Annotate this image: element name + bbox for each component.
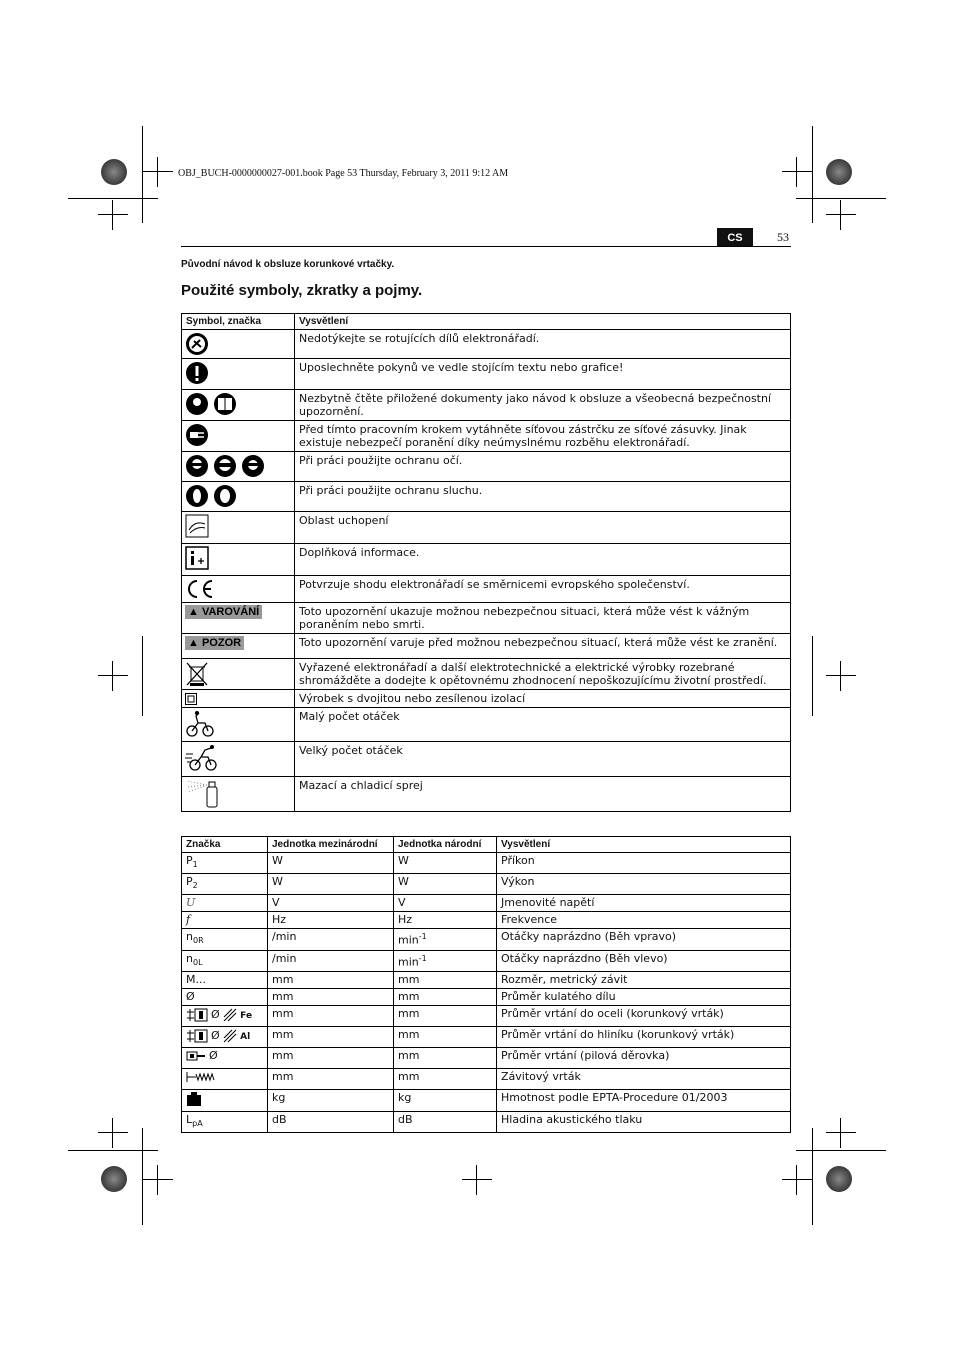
warning-label-text: VAROVÁNÍ [201,606,260,618]
high-speed-icon [185,744,219,772]
description: Průměr kulatého dílu [497,988,791,1005]
table-cell: Výrobek s dvojitou nebo zesílenou izolací [295,690,791,708]
table-row [182,895,791,912]
description: Závitový vrták [497,1068,791,1089]
header-rule [181,246,791,247]
unit-international: mm [268,988,394,1005]
crop-mark [812,636,813,716]
spray-can-icon [185,779,221,809]
symbol: U [186,896,196,910]
symbol: Ø [211,1007,220,1021]
warning-label [185,605,262,619]
crop-mark [68,198,158,199]
low-speed-icon [185,710,215,738]
unit-national: dB [394,1111,497,1132]
unit-national: kg [394,1089,497,1111]
description: Průměr vrtání do hliníku (korunkový vrták) [497,1026,791,1047]
column-header: Symbol, značka [182,314,295,330]
table-row [182,988,791,1005]
registration-disc-icon [826,1166,852,1192]
do-not-touch-icon [185,332,209,356]
table-cell: Velký počet otáček [295,742,791,777]
unit-international: mm [268,1026,394,1047]
column-header: Jednotka národní [394,837,497,853]
attention-icon [185,361,209,385]
unit-national: mm [394,1047,497,1068]
page-number: 53 [777,230,789,244]
registration-cross-icon [98,200,128,230]
unit-international: kg [268,1089,394,1111]
table-row [182,1111,791,1132]
unit-national: W [394,874,497,895]
table-cell: Potvrzuje shodu elektronářadí se směrnicemi evropského společenství. [295,576,791,603]
registration-cross-icon [826,200,856,230]
registration-cross-icon [782,1165,812,1195]
crop-mark [142,636,143,716]
table-row [182,971,791,988]
unit-national: W [394,853,497,874]
symbol: P [186,875,193,889]
crop-mark [812,1128,813,1225]
symbol-subscript: pA [192,1118,203,1128]
unit-international: W [268,853,394,874]
steel-material-icon [223,1008,237,1022]
eye-protection-icon [185,454,265,478]
unit-international: /min [268,950,394,971]
hearing-protection-icon [185,484,237,508]
registration-cross-icon [826,661,856,691]
description: Jmenovité napětí [497,895,791,912]
tap-drill-icon [186,1070,218,1084]
core-bit-icon [186,1007,208,1023]
description: Hladina akustického tlaku [497,1111,791,1132]
registration-cross-icon [143,157,173,187]
description: Rozměr, metrický závit [497,971,791,988]
read-manual-icon [185,392,237,416]
symbol: Ø [211,1028,220,1042]
crop-mark [796,1150,886,1151]
unit-international: mm [268,1047,394,1068]
unit-national: V [394,895,497,912]
table-row [182,1068,791,1089]
column-header: Vysvětlení [295,314,791,330]
unit-superscript: -1 [418,932,427,942]
table-row [182,1005,791,1026]
description: Otáčky naprázdno (Běh vpravo) [497,929,791,950]
table-cell: Malý počet otáček [295,708,791,742]
symbol: n [186,930,193,944]
unit-international: mm [268,1068,394,1089]
table-cell: Toto upozornění ukazuje možnou nebezpečnou situaci, která může vést k vážným poraněním nebo smrti. [295,603,791,634]
registration-disc-icon [101,1166,127,1192]
table-row [182,1089,791,1111]
symbol: n [186,951,193,965]
column-header: Vysvětlení [497,837,791,853]
table-cell: Toto upozornění varuje před možnou nebezpečnou situací, která může vést ke zranění. [295,634,791,659]
description: Příkon [497,853,791,874]
table-row [182,874,791,895]
symbol-subscript: 1 [192,860,198,870]
registration-cross-icon [98,1118,128,1148]
symbol: P [186,854,193,867]
column-header: Jednotka mezinárodní [268,837,394,853]
symbol: Ø [209,1048,218,1062]
crop-mark [812,126,813,223]
description: Otáčky naprázdno (Běh vlevo) [497,950,791,971]
registration-cross-icon [98,661,128,691]
double-insulation-icon [185,693,197,705]
symbols-table [181,313,791,812]
ce-mark-icon [185,578,215,600]
table-cell: Při práci použijte ochranu očí. [295,452,791,482]
symbol: Ø [182,988,268,1005]
unit-international: mm [268,1005,394,1026]
table-cell: Před tímto pracovním krokem vytáhněte síťovou zástrčku ze síťové zásuvky. Jinak existuje nebezpečí poranění díky neúmyslnému rozběhu elektronářadí. [295,421,791,452]
column-header: Značka [182,837,268,853]
registration-cross-icon [782,157,812,187]
table-cell: Nedotýkejte se rotujících dílů elektronářadí. [295,330,791,359]
table-row [182,950,791,971]
crop-mark [796,198,886,199]
unit-national: mm [394,971,497,988]
unit-national: mm [394,988,497,1005]
symbol-subscript: 2 [192,881,198,891]
unit-national: mm [394,1068,497,1089]
caution-label [185,636,244,650]
unit-national: min [398,934,419,948]
description: Frekvence [497,912,791,929]
unit-international: mm [268,971,394,988]
section-title: Použité symboly, zkratky a pojmy. [181,282,423,299]
description: Průměr vrtání (pilová děrovka) [497,1047,791,1068]
unit-international: dB [268,1111,394,1132]
registration-cross-icon [826,1118,856,1148]
material-tag: Al [240,1031,251,1042]
description: Hmotnost podle EPTA-Procedure 01/2003 [497,1089,791,1111]
material-tag: Fe [240,1010,253,1021]
aluminium-material-icon [223,1029,237,1043]
registration-disc-icon [101,159,127,185]
caution-label-text: POZOR [201,637,242,649]
symbol: f [186,913,191,927]
weight-icon [186,1091,202,1107]
warning-triangle-icon: ▲ [188,637,199,649]
registration-cross-icon [143,1165,173,1195]
unit-superscript: -1 [418,953,427,963]
symbol: L [186,1112,193,1126]
unit-national: mm [394,1026,497,1047]
table-cell: Při práci použijte ochranu sluchu. [295,482,791,512]
info-icon [185,546,209,570]
unit-international: W [268,874,394,895]
description: Výkon [497,874,791,895]
registration-cross-icon [462,1165,492,1195]
hole-saw-icon [186,1049,206,1063]
crop-mark [68,1150,158,1151]
registration-disc-icon [826,159,852,185]
table-row [182,1026,791,1047]
table-row [182,853,791,874]
table-cell: Uposlechněte pokynů ve vedle stojícím textu nebo grafice! [295,359,791,390]
table-cell: Nezbytně čtěte přiložené dokumenty jako návod k obsluze a všeobecná bezpečnostní upozornění. [295,390,791,421]
language-badge: CS [717,228,753,246]
table-cell: Oblast uchopení [295,512,791,544]
grip-area-icon [185,514,209,538]
symbol: M... [182,971,268,988]
unit-national: Hz [394,912,497,929]
weee-bin-icon [185,661,209,687]
table-row [182,912,791,929]
table-row [182,1047,791,1068]
units-table [181,836,791,1133]
unit-international: V [268,895,394,912]
unit-national: min [398,955,419,969]
table-row [182,929,791,950]
unplug-icon [185,423,209,447]
unit-national: mm [394,1005,497,1026]
unit-international: /min [268,929,394,950]
symbol-subscript: 0L [192,957,203,967]
warning-triangle-icon: ▲ [188,606,199,618]
symbol-subscript: 0R [192,936,204,946]
core-bit-icon [186,1028,208,1044]
description: Průměr vrtání do oceli (korunkový vrták) [497,1005,791,1026]
print-header: OBJ_BUCH-0000000027-001.book Page 53 Thursday, February 3, 2011 9:12 AM [178,168,509,179]
table-cell: Vyřazené elektronářadí a další elektrotechnické a elektrické výrobky rozebrané shromážděte a dodejte k opětovnému zhodnocení nepoškozujícímu životní prostředí. [295,659,791,690]
table-cell: Mazací a chladicí sprej [295,777,791,812]
unit-international: Hz [268,912,394,929]
document-subtitle: Původní návod k obsluze korunkové vrtačky. [181,259,395,270]
table-cell: Doplňková informace. [295,544,791,576]
